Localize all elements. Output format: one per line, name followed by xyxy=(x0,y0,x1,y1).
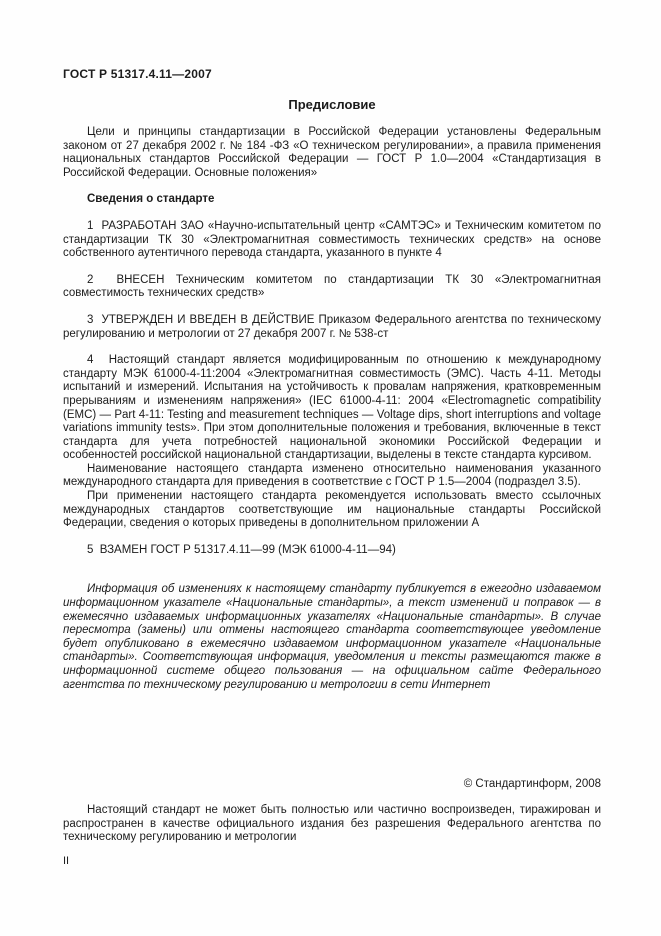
clause-5-replaces: 5 ВЗАМЕН ГОСТ Р 51317.4.11—99 (МЭК 61000-4-11—94) xyxy=(87,543,396,556)
clause-1-developed: 1 РАЗРАБОТАН ЗАО «Научно-испытательный центр «САМТЭС» и Техническим комитетом по стандартизации ТК 30 «Электромагнитная совместимость технических средств» на основе собственного аутентичного перевода стандарта, указанного в пункте 4 xyxy=(63,219,601,260)
clause-2-submitted: 2 ВНЕСЕН Техническим комитетом по стандартизации ТК 30 «Электромагнитная совместимость технических средств» xyxy=(63,273,601,300)
document-code: ГОСТ Р 51317.4.11—2007 xyxy=(63,67,212,81)
page-number: II xyxy=(63,854,70,867)
clause-4-name-change: Наименование настоящего стандарта изменено относительно наименования указанного международного стандарта для приведения в соответствие с ГОСТ Р 1.5—2004 (подраздел 3.5). xyxy=(63,462,601,489)
clause-4-application-note: При применении настоящего стандарта рекомендуется использовать вместо ссылочных международных стандартов соответствующие им национальные стандарты Российской Федерации, сведения о которых приведены в дополнительном приложении А xyxy=(63,490,601,530)
clause-4-modified-standard: 4 Настоящий стандарт является модифицированным по отношению к международному стандарту МЭК 61000-4-11:2004 «Электромагнитная совместимость (ЭМС). Часть 4-11. Методы испытаний и измерений. Испытания на устойчивость к провалам напряжения, кратковременным прерываниям и изменениям напряжения» (IEC 61000-4-11: 2004 «Electromagnetic compatibility (EMC) — Part 4-11: Testing and measurement techniques — Voltage dips, short interruptions and voltage variations immunity tests». При этом дополнительные положения и требования, включенные в текст стандарта для учета потребностей национальной экономики Российской Федерации и особенностей российской национальной стандартизации, выделены в тексте стандарта курсивом. xyxy=(63,354,601,462)
reproduction-disclaimer: Настоящий стандарт не может быть полностью или частично воспроизведен, тиражирован и распространен в качестве официального издания без разрешения Федерального агентства по техническому регулированию и метрологии xyxy=(63,804,601,844)
clause-3-approved: 3 УТВЕРЖДЕН И ВВЕДЕН В ДЕЙСТВИЕ Приказом Федерального агентства по техническому регулированию и метрологии от 27 декабря 2007 г. № 538-ст xyxy=(63,313,601,340)
intro-paragraph: Цели и принципы стандартизации в Российской Федерации установлены Федеральным законом от 27 декабря 2002 г. № 184 -ФЗ «О техническом регулировании», а правила применения национальных стандартов Российской Федерации — ГОСТ Р 1.0—2004 «Стандартизация в Российской Федерации. Основные положения» xyxy=(63,126,601,179)
page-title: Предисловие xyxy=(288,97,376,112)
amendments-note: Информация об изменениях к настоящему стандарту публикуется в ежегодно издаваемом информационном указателе «Национальные стандарты», а текст изменений и поправок — в ежемесячно издаваемых информационных указателях «Национальные стандарты». В случае пересмотра (замены) или отмены настоящего стандарта соответствующее уведомление будет опубликовано в ежемесячно издаваемом информационном указателе «Национальные стандарты». Соответствующая информация, уведомления и тексты размещаются также в информационной системе общего пользования — на официальном сайте Федерального агентства по техническому регулированию и метрологии в сети Интернет xyxy=(63,583,601,691)
standard-info-heading: Сведения о стандарте xyxy=(87,193,215,206)
page-content xyxy=(63,0,601,867)
copyright-line: © Стандартинформ, 2008 xyxy=(463,778,601,791)
